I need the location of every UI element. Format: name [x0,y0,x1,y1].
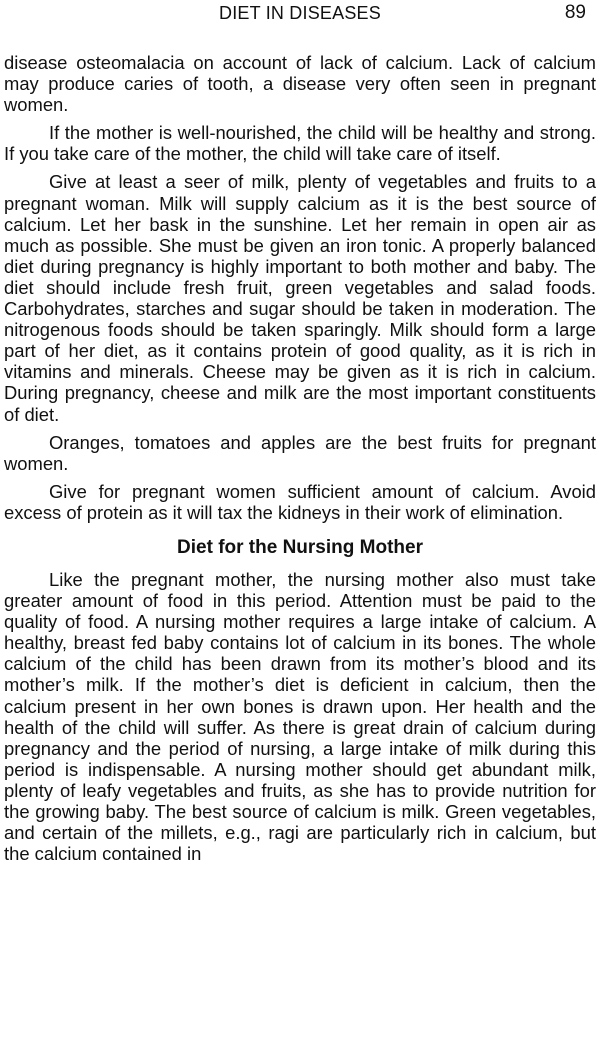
paragraph: If the mother is well-nourished, the child will be healthy and strong. If you take care of the mother, the child will take care of itself. [4,122,596,165]
body-text [4,52,596,864]
running-header [4,0,596,36]
section-heading: Diet for the Nursing Mother [177,536,423,558]
paragraph: Like the pregnant mother, the nursing mother also must take greater amount of food in this period. Attention must be paid to the quality of food. A nursing mother requires a large intake of calcium. A healthy, breast fed baby contains lot of calcium in its bones. The whole calcium of the child has been drawn from its mother’s blood and its mother’s milk. If the mother’s diet is deficient in calcium, then the calcium present in her own bones is drawn upon. Her health and the health of the child will suffer. As there is great drain of calcium during pregnancy and the period of nursing, a large intake of milk during this period is indispensable. A nursing mother should get abundant milk, plenty of leafy vegetables and fruits, as she has to provide nutrition for the growing baby. The best source of calcium is milk. Green vegetables, and certain of the millets, e.g., ragi are particularly rich in calcium, but the calcium contained in [4,568,596,865]
paragraph: Give for pregnant women sufficient amount of calcium. Avoid excess of protein as it will tax the kidneys in their work of elimination. [4,480,596,523]
running-title: DIET IN DISEASES [219,3,381,23]
paragraph-continued: disease osteomalacia on account of lack of calcium. Lack of calcium may produce caries of tooth, a disease very often seen in pregnant women. [4,52,596,116]
page-number: 89 [564,2,586,23]
paragraph: Oranges, tomatoes and apples are the best fruits for pregnant women. [4,431,596,474]
paragraph: Give at least a seer of milk, plenty of vegetables and fruits to a pregnant woman. Milk will supply calcium as it is the best source of calcium. Let her bask in the sunshine. Let her remain in open air as much as possible. She must be given an iron tonic. A properly balanced diet during pregnancy is highly important to both mother and baby. The diet should include fresh fruit, green vegetables and salad foods. Carbohydrates, starches and sugar should be taken in moderation. The nitrogenous foods should be taken sparingly. Milk should form a large part of her diet, as it contains protein of good quality, as it is rich in vitamins and minerals. Cheese may be given as it is rich in calcium. During pregnancy, cheese and milk are the most important constituents of diet. [4,171,596,425]
